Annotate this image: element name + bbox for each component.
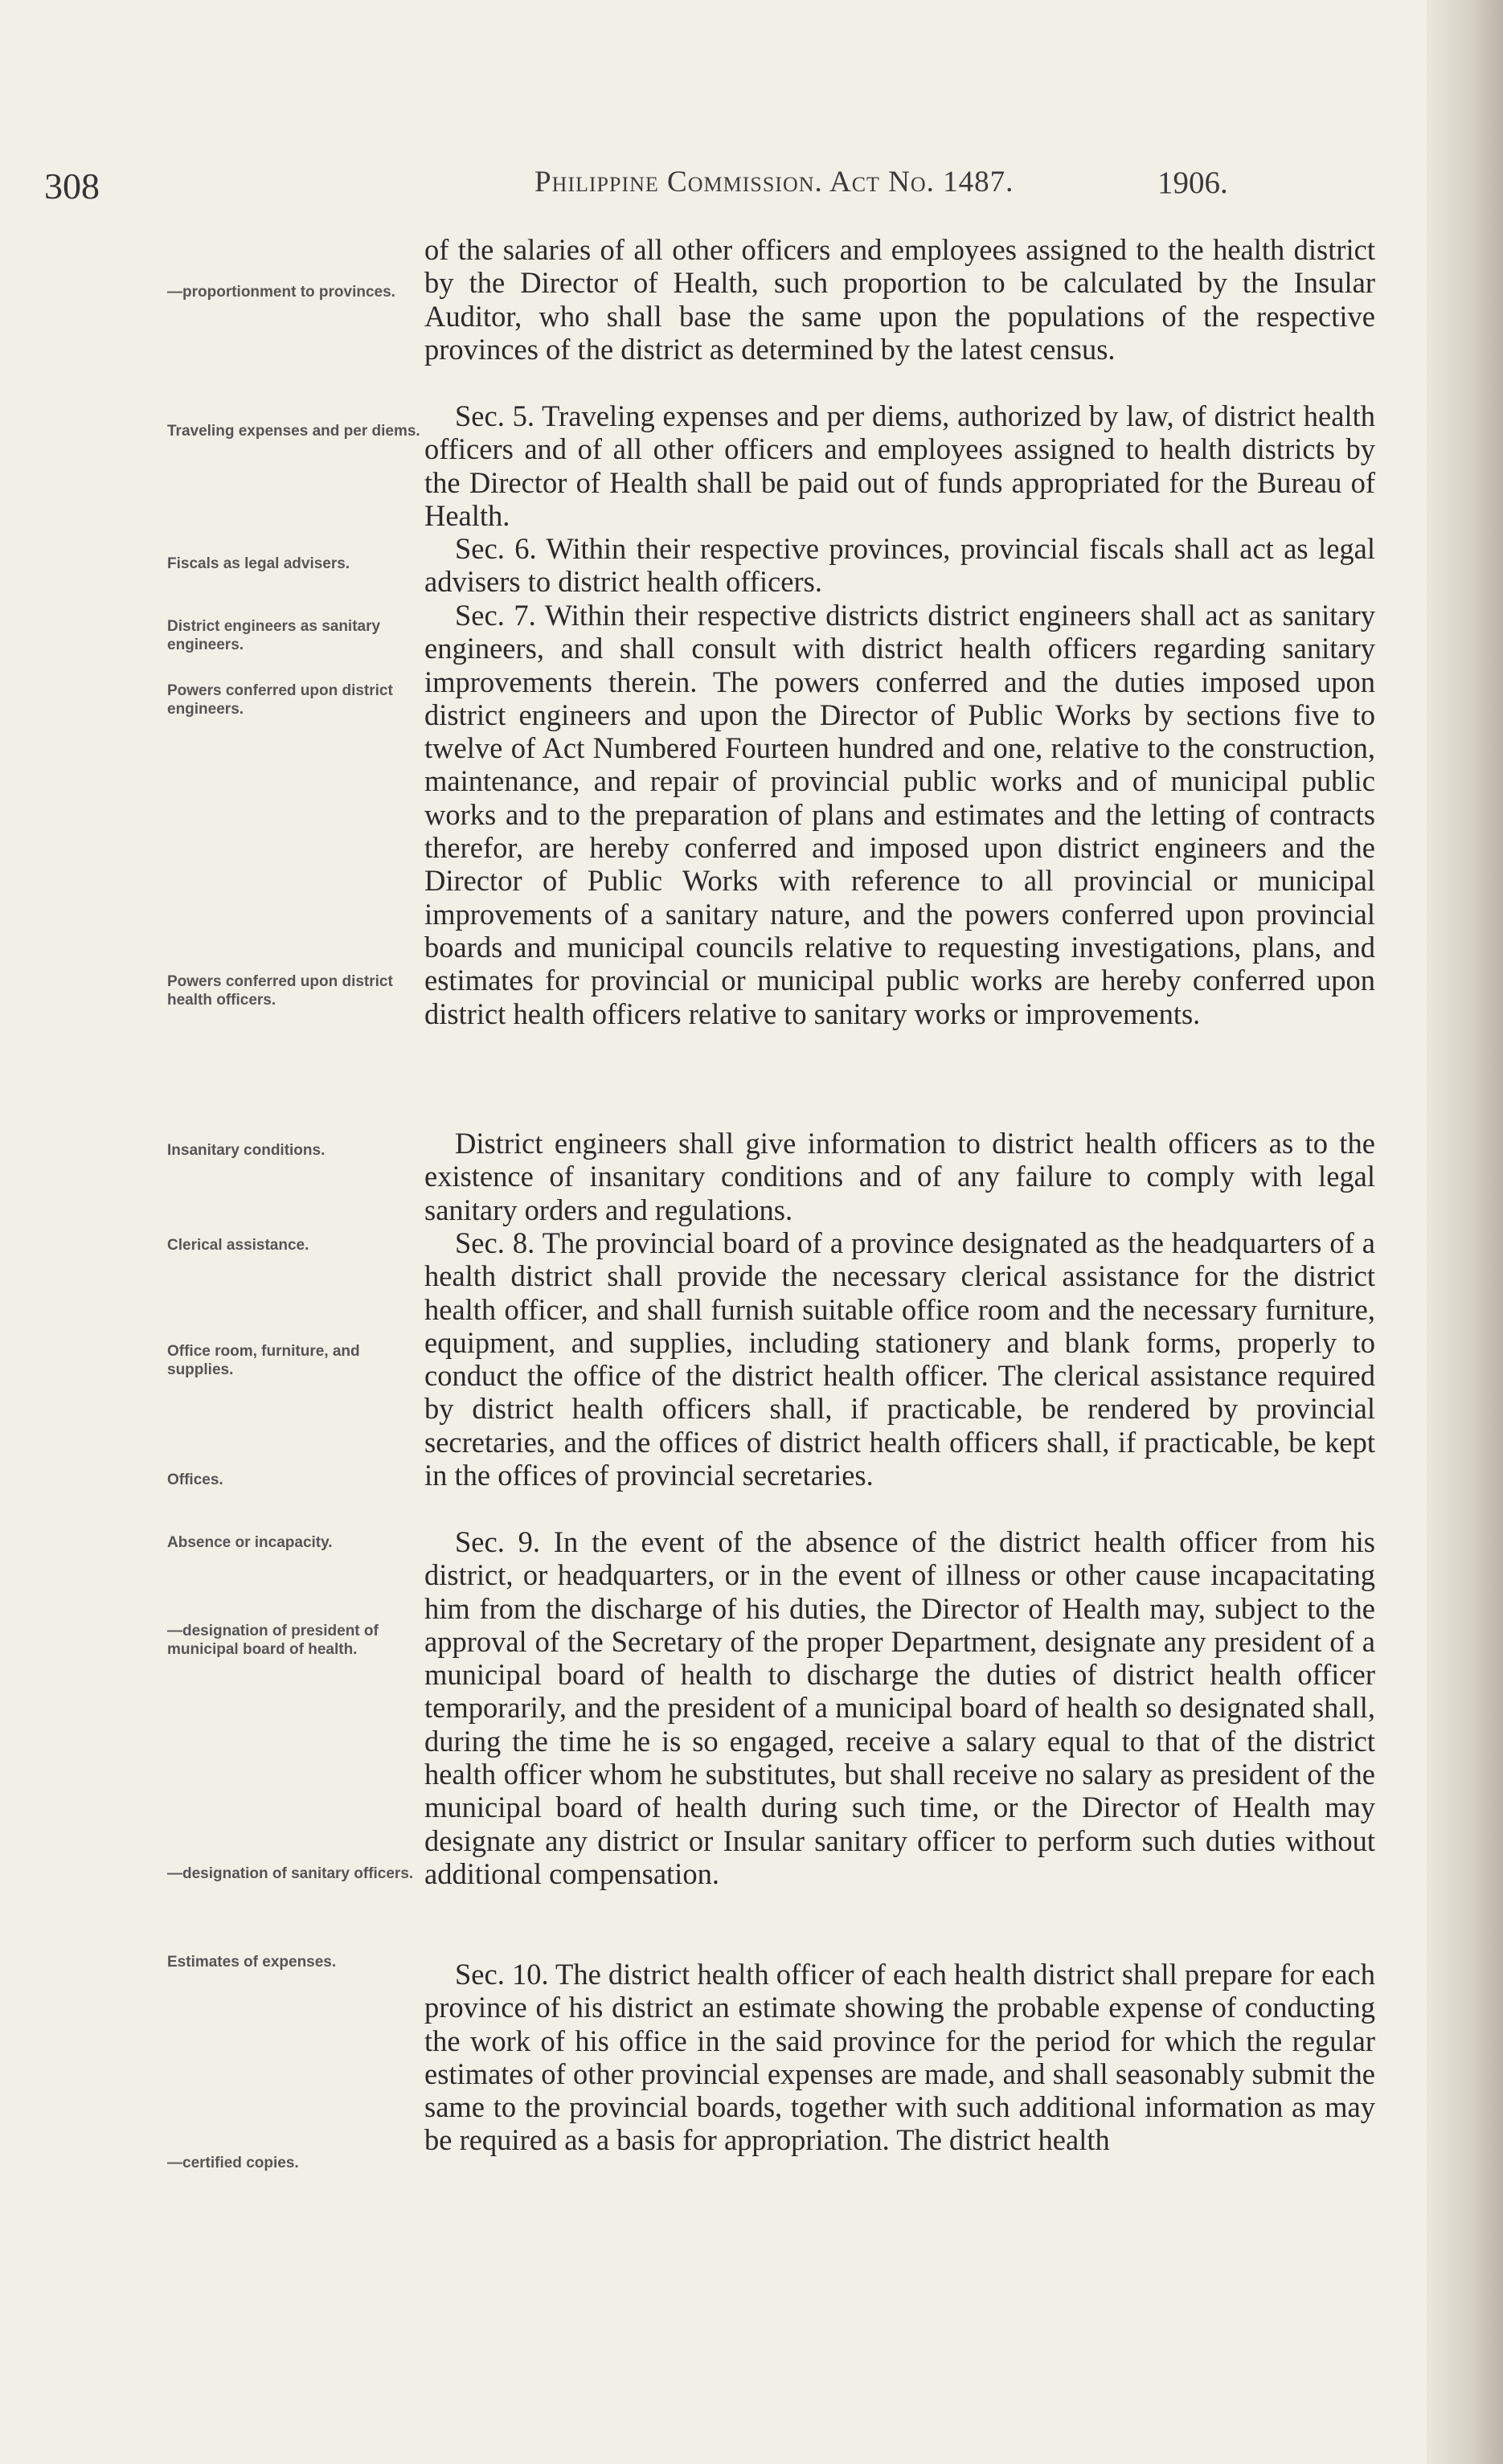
page-number: 308 (44, 166, 100, 207)
sidenote-traveling: Traveling expenses and per diems. (167, 423, 420, 440)
paragraph-section-5: Sec. 5. Traveling expenses and per diems, authorized by law, of district health officers and of all other officers and employees assigned to health districts by the Director of Health shall be paid out of funds appropriated for the Bureau of Health. (424, 399, 1375, 532)
page-body (0, 233, 1503, 2210)
paragraph-section-7: Sec. 7. Within their respective districts district engineers shall act as sanitary engineers, and shall consult with district health officers regarding sanitary improvements therein. The powers conferred and the duties imposed upon district engineers and upon the Director of Public Works by sections five to twelve of Act Numbered Fourteen hundred and one, relative to the construction, maintenance, and repair of provincial public works and of municipal public works and to the preparation of plans and estimates and the letting of contracts therefor, are hereby conferred and imposed upon district engineers and the Director of Public Works with reference to all provincial or municipal improvements of a sanitary nature, and the powers conferred upon provincial boards and municipal councils relative to requesting investigations, plans, and estimates for provincial or municipal public works are hereby conferred upon district health officers relative to sanitary works or improvements. (424, 599, 1375, 1030)
sidenote-absence: Absence or incapacity. (167, 1534, 333, 1551)
paragraph-district-engineers-info: District engineers shall give information to district health officers as to the existence of insanitary conditions and of any failure to comply with legal sanitary orders and regulations. (424, 1127, 1375, 1226)
sidenote-insanitary: Insanitary conditions. (167, 1142, 326, 1159)
sidenote-powers-health: Powers conferred upon district health officers. (167, 973, 393, 1009)
sidenote-certified: —certified copies. (167, 2155, 299, 2171)
sidenote-estimates: Estimates of expenses. (167, 1954, 337, 1971)
sidenote-designation-sanitary: —designation of sanitary officers. (167, 1865, 414, 1882)
page-header (44, 165, 1346, 221)
paragraph-section-10: Sec. 10. The district health officer of each health district shall prepare for each province of his district an estimate showing the probable expense of conducting the work of his office in the said province for the period for which the regular estimates of other provincial expenses are made, and shall seasonably submit the same to the provincial boards, together with such additional information as may be required as a basis for appropriation. The district health (424, 1958, 1375, 2157)
sidenote-fiscals: Fiscals as legal advisers. (167, 555, 350, 572)
sidenote-clerical: Clerical assistance. (167, 1237, 309, 1254)
paragraph-section-9: Sec. 9. In the event of the absence of the district health officer from his district, or headquarters, or in the event of illness or other cause incapacitating him from the discharge of his duties, the Director of Health may, subject to the approval of the Secretary of the proper Department, designate any president of a municipal board of health to discharge the duties of district health officer temporarily, and the president of a municipal board of health so designated shall, during the time he is so engaged, receive a salary equal to that of the district health officer whom he substitutes, but shall receive no salary as president of the municipal board of health during such time, or the Director of Health may designate any district or Insular sanitary officer to perform such duties without additional compensation. (424, 1525, 1375, 1890)
paragraph-proportionment: of the salaries of all other officers and employees assigned to the health district by the Director of Health, such proportion to be calculated by the Insular Auditor, who shall base the same upon the populations of the respective provinces of the district as determined by the latest census. (424, 233, 1375, 366)
sidenote-powers-engineers: Powers conferred upon district engineers. (167, 682, 393, 718)
paragraph-section-8: Sec. 8. The provincial board of a province designated as the headquarters of a health district shall provide the necessary clerical assistance for the district health officer, and shall furnish suitable office room and the necessary furniture, equipment, and supplies, including stationery and blank forms, properly to conduct the office of the district health officer. The clerical assistance required by district health officers shall, if practicable, be rendered by provincial secretaries, and the offices of district health officers shall, if practicable, be kept in the offices of provincial secretaries. (424, 1226, 1375, 1492)
sidenote-offices: Offices. (167, 1471, 223, 1488)
paragraph-section-6: Sec. 6. Within their respective provinces, provincial fiscals shall act as legal advisers to district health officers. (424, 532, 1375, 599)
sidenote-office-room: Office room, furniture, and supplies. (167, 1343, 360, 1378)
running-head: Philippine Commission. Act No. 1487. (534, 166, 1014, 199)
sidenote-engineers: District engineers as sanitary engineers. (167, 618, 381, 653)
header-year: 1906. (1157, 166, 1228, 200)
sidenote-designation-president: —designation of president of municipal board of health. (167, 1623, 379, 1658)
sidenote-proportionment: —proportionment to provinces. (167, 284, 395, 301)
